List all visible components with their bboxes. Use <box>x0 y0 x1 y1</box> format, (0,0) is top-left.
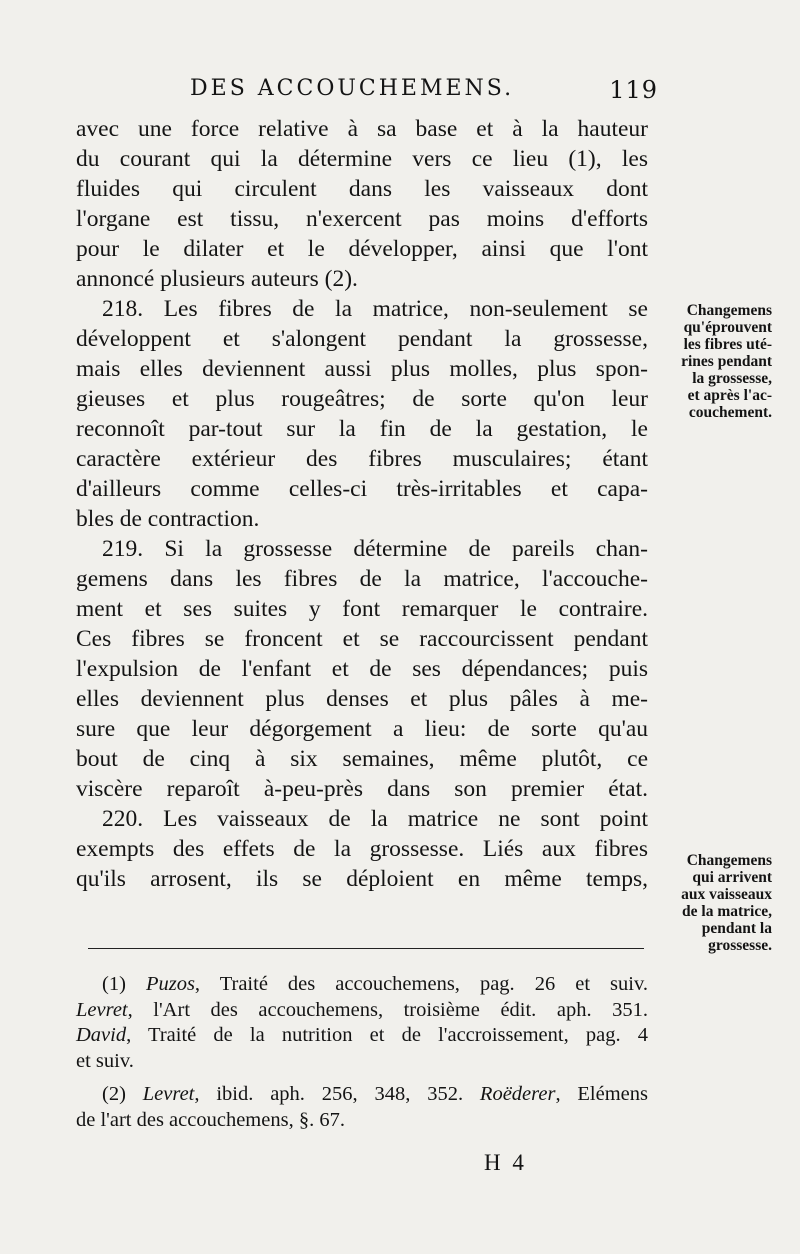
footnote-divider <box>88 948 644 949</box>
page-number: 119 <box>609 76 658 104</box>
footnotes <box>76 972 648 1133</box>
margin-note-line: les fibres uté- <box>683 336 772 353</box>
footnote-author: David <box>76 1024 127 1046</box>
margin-note-line: pendant la <box>701 920 772 937</box>
text-line: l'expulsion de l'enfant et de ses dépendances; puis <box>76 656 648 682</box>
margin-note-line: Changemens <box>686 302 772 319</box>
footnote-2-line: de l'art des accouchemens, §. 67. <box>76 1108 345 1131</box>
footnote-marker: (2) <box>102 1083 126 1105</box>
text-line: d'ailleurs comme celles-ci très-irritables et capa- <box>76 476 648 502</box>
text-line: fluides qui circulent dans les vaisseaux dont <box>76 176 648 202</box>
text-line: avec une force relative à sa base et à la hauteur <box>76 116 648 142</box>
text-line: viscère reparoît à-peu-près dans son premier état. <box>76 776 648 802</box>
margin-note-218 <box>650 302 772 421</box>
text-line: du courant qui la détermine vers ce lieu (1), les <box>76 146 648 172</box>
footnote-1-line <box>76 1023 648 1049</box>
margin-note-line: qui arrivent <box>692 869 772 886</box>
running-title: DES ACCOUCHEMENS. <box>190 76 515 101</box>
text-line: gemens dans les fibres de la matrice, l'accouche- <box>76 566 648 592</box>
footnote-text: , Traité des accouchemens, pag. 26 et suiv. <box>194 973 648 995</box>
footnote-1-line <box>76 998 648 1024</box>
footnote-1-line: et suiv. <box>76 1049 134 1072</box>
page-header <box>190 76 658 112</box>
margin-note-220 <box>650 852 772 954</box>
footnote-text: , Elémens <box>555 1083 648 1105</box>
text-line: caractère extérieur des fibres musculaires; étant <box>76 446 648 472</box>
text-line: l'organe est tissu, n'exercent pas moins d'efforts <box>76 206 648 232</box>
text-line: qu'ils arrosent, ils se déploient en même temps, <box>76 866 648 892</box>
main-text <box>76 114 648 894</box>
footnote-2-line <box>76 1082 648 1108</box>
paragraph-219-start: 219. Si la grossesse détermine de pareils chan- <box>102 536 648 562</box>
footnote-author: Levret <box>76 998 128 1021</box>
text-line: mais elles deviennent aussi plus molles, plus spon- <box>76 356 648 382</box>
margin-note-line: grossesse. <box>708 937 772 954</box>
text-line: elles deviennent plus denses et plus pâles à me- <box>76 686 648 712</box>
margin-note-line: et après l'ac- <box>687 387 772 404</box>
text-line: gieuses et plus rougeâtres; de sorte qu'on leur <box>76 386 648 412</box>
margin-note-line: Changemens <box>686 852 772 869</box>
footnote-text: , l'Art des accouchemens, troisième édit. aph. 351. <box>127 998 648 1021</box>
footnote-text: , Traité de la nutrition et de l'accroissement, pag. 4 <box>126 1024 648 1046</box>
margin-note-line: aux vaisseaux <box>681 886 772 903</box>
margin-note-line: de la matrice, <box>682 903 772 920</box>
paragraph-218-start: 218. Les fibres de la matrice, non-seulement se <box>102 296 648 322</box>
text-line: bout de cinq à six semaines, même plutôt, ce <box>76 746 648 772</box>
margin-note-line: couchement. <box>688 404 772 421</box>
margin-note-line: la grossesse, <box>692 370 772 387</box>
text-line: bles de contraction. <box>76 506 260 532</box>
text-line: développent et s'alongent pendant la grossesse, <box>76 326 648 352</box>
footnote-text: , ibid. aph. 256, 348, 352. <box>194 1083 480 1105</box>
text-line: exempts des effets de la grossesse. Liés aux fibres <box>76 836 648 862</box>
margin-note-line: qu'éprouvent <box>683 319 772 336</box>
text-line: ment et ses suites y font remarquer le contraire. <box>76 596 648 622</box>
footnote-author: Puzos <box>145 973 195 995</box>
footnote-author: Levret <box>142 1083 195 1105</box>
footnote-marker: (1) <box>102 973 126 995</box>
margin-note-line: rines pendant <box>681 353 772 370</box>
text-line: sure que leur dégorgement a lieu: de sorte qu'au <box>76 716 648 742</box>
text-line: reconnoît par-tout sur la fin de la gestation, le <box>76 416 648 442</box>
footnote-author: Roëderer <box>479 1083 556 1105</box>
paragraph-220-start: 220. Les vaisseaux de la matrice ne sont point <box>102 806 648 832</box>
text-line: pour le dilater et le développer, ainsi que l'ont <box>76 236 648 262</box>
text-line: annoncé plusieurs auteurs (2). <box>76 266 358 292</box>
text-line: Ces fibres se froncent et se raccourcissent pendant <box>76 626 648 652</box>
footnote-1-line <box>76 972 648 998</box>
signature-mark: H 4 <box>484 1150 527 1175</box>
